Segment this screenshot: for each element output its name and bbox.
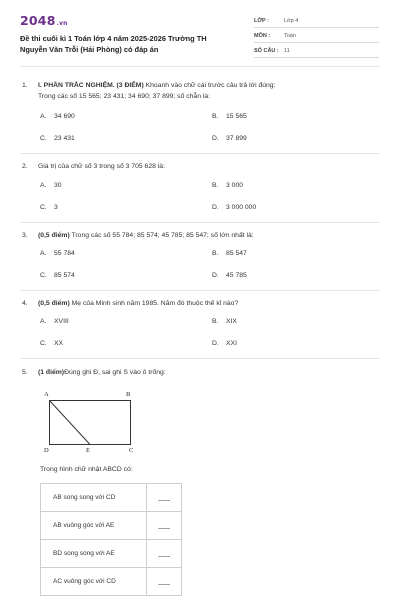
table-row — [41, 568, 182, 596]
option-2d[interactable]: D. 3 000 000 — [212, 204, 257, 211]
question-text: Trong các số 55 784; 85 574; 45 785; 85 547; số lớn nhất là: — [69, 232, 254, 239]
meta-class-key: LỚP : — [254, 18, 269, 24]
option-4a[interactable]: A. XVIII — [40, 318, 69, 325]
question-divider — [20, 222, 380, 223]
vertex-label-a: A — [44, 391, 49, 398]
meta-count-key: SỐ CÂU : — [254, 48, 279, 54]
section-heading: I. PHẦN TRẮC NGHIỆM. (3 ĐIỂM) — [38, 82, 144, 89]
meta-count-value: 11 — [284, 48, 290, 54]
table-row — [41, 512, 182, 540]
option-4b[interactable]: B. XIX — [212, 318, 237, 325]
statement-text: AB vuông góc với AE — [41, 512, 147, 540]
question-number: 4. — [22, 300, 28, 307]
question-instruction: Khoanh vào chữ cái trước câu trả lời đúng: — [143, 82, 276, 89]
meta-subject-value: Toán — [284, 33, 296, 39]
question-2 — [22, 161, 382, 172]
document-title: Đề thi cuối kì 1 Toán lớp 4 năm 2025-2026 Trường TH Nguyễn Văn Trỗi (Hải Phòng) có đáp án — [20, 34, 207, 54]
meta-subject-row — [254, 30, 379, 43]
question-divider — [20, 290, 380, 291]
question-number: 5. — [22, 369, 28, 376]
option-4d[interactable]: D. XXI — [212, 340, 237, 347]
option-2a[interactable]: A. 30 — [40, 182, 62, 189]
point-label-e: E — [86, 447, 90, 454]
segment-ae — [50, 401, 91, 445]
question-number: 1. — [22, 82, 28, 89]
vertex-label-d: D — [44, 447, 49, 454]
rectangle-shape — [50, 401, 131, 445]
statement-text: BD song song với AE — [41, 540, 147, 568]
option-2c[interactable]: C. 3 — [40, 204, 58, 211]
question-text: Giá trị của chữ số 3 trong số 3 705 628 là: — [38, 163, 165, 170]
table-row — [41, 540, 182, 568]
page-header — [0, 0, 400, 62]
statement-text: AC vuông góc với CD — [41, 568, 147, 596]
question-5 — [22, 367, 382, 378]
question-points: (1 điểm) — [38, 369, 65, 376]
answer-box[interactable]: ___ — [147, 484, 182, 512]
answer-box[interactable]: ___ — [147, 540, 182, 568]
option-1a[interactable]: A. 34 690 — [40, 113, 75, 120]
answer-box[interactable]: ___ — [147, 512, 182, 540]
meta-class-value: Lớp 4 — [284, 18, 299, 24]
question-divider — [20, 358, 380, 359]
site-logo[interactable]: 2048.vn — [20, 13, 68, 28]
option-3a[interactable]: A. 55 784 — [40, 250, 75, 257]
question-text: Trong các số 15 565; 23 431; 34 690; 37 899; số chẵn là: — [38, 93, 211, 100]
figure-caption: Trong hình chữ nhật ABCD có: — [40, 466, 133, 473]
question-text: Đúng ghi Đ, sai ghi S vào ô trống: — [64, 369, 166, 376]
meta-subject-key: MÔN : — [254, 33, 271, 39]
header-divider — [20, 66, 380, 67]
question-divider — [20, 153, 380, 154]
meta-count-row — [254, 45, 379, 58]
option-1b[interactable]: B. 15 565 — [212, 113, 247, 120]
option-4c[interactable]: C. XX — [40, 340, 64, 347]
option-2b[interactable]: B. 3 000 — [212, 182, 244, 189]
option-3d[interactable]: D. 45 785 — [212, 272, 247, 279]
answer-box[interactable]: ___ — [147, 568, 182, 596]
question-text: Mẹ của Minh sinh năm 1985. Năm đó thuộc thế kỉ nào? — [69, 300, 239, 307]
rectangle-drawing — [40, 392, 140, 458]
statement-text: AB song song với CD — [41, 484, 147, 512]
table-row — [41, 484, 182, 512]
logo-suffix: .vn — [56, 20, 68, 27]
question-3 — [22, 230, 382, 241]
option-1d[interactable]: D. 37 899 — [212, 135, 247, 142]
meta-class-row — [254, 15, 379, 28]
true-false-table — [40, 483, 182, 596]
question-1 — [22, 80, 382, 102]
option-3c[interactable]: C. 85 574 — [40, 272, 75, 279]
question-points: (0,5 điểm) — [38, 300, 70, 307]
option-3b[interactable]: B. 85 547 — [212, 250, 247, 257]
question-4 — [22, 298, 382, 309]
question-points: (0,5 điểm) — [38, 232, 70, 239]
question-number: 2. — [22, 163, 28, 170]
rectangle-abcd-figure — [40, 392, 140, 458]
question-number: 3. — [22, 232, 28, 239]
option-1c[interactable]: C. 23 431 — [40, 135, 75, 142]
vertex-label-c: C — [129, 447, 134, 454]
vertex-label-b: B — [126, 391, 131, 398]
